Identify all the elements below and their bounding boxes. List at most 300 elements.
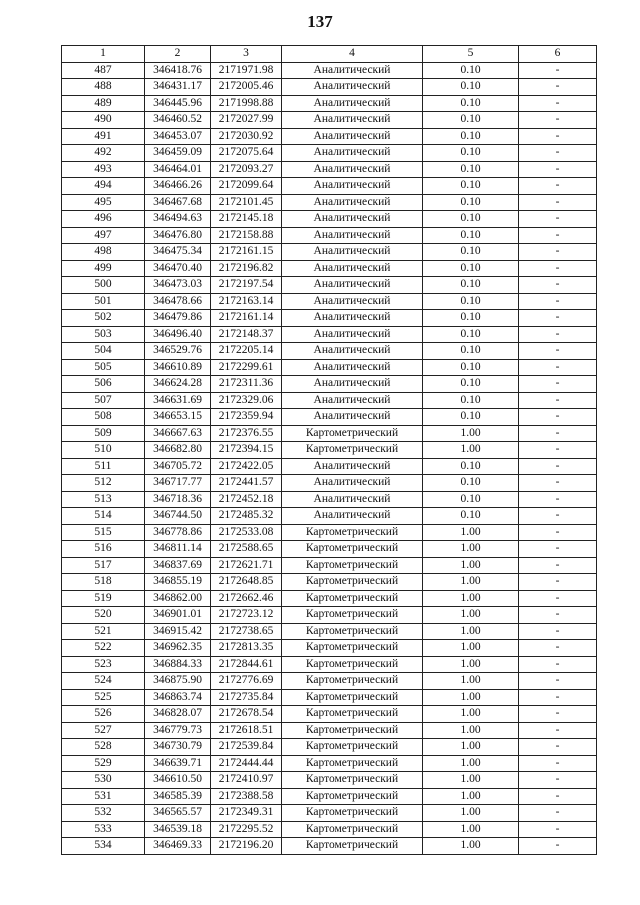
note-cell: - [519, 425, 597, 442]
x-coordinate-cell: 346467.68 [145, 194, 211, 211]
accuracy-cell: 0.10 [423, 326, 519, 343]
table-row [62, 145, 597, 162]
table-row [62, 458, 597, 475]
accuracy-cell: 0.10 [423, 95, 519, 112]
point-number-cell: 528 [62, 739, 145, 756]
y-coordinate-cell: 2172533.08 [211, 524, 282, 541]
table-row [62, 772, 597, 789]
note-cell: - [519, 491, 597, 508]
y-coordinate-cell: 2172813.35 [211, 640, 282, 657]
x-coordinate-cell: 346473.03 [145, 277, 211, 294]
table-row [62, 359, 597, 376]
table-row [62, 805, 597, 822]
note-cell: - [519, 161, 597, 178]
point-number-cell: 501 [62, 293, 145, 310]
x-coordinate-cell: 346901.01 [145, 607, 211, 624]
method-cell: Аналитический [282, 260, 423, 277]
point-number-cell: 512 [62, 475, 145, 492]
y-coordinate-cell: 2172329.06 [211, 392, 282, 409]
column-header: 1 [62, 46, 145, 63]
method-cell: Картометрический [282, 838, 423, 855]
accuracy-cell: 0.10 [423, 359, 519, 376]
table-row [62, 326, 597, 343]
y-coordinate-cell: 2172621.71 [211, 557, 282, 574]
accuracy-cell: 1.00 [423, 739, 519, 756]
note-cell: - [519, 409, 597, 426]
point-number-cell: 509 [62, 425, 145, 442]
point-number-cell: 490 [62, 112, 145, 129]
x-coordinate-cell: 346418.76 [145, 62, 211, 79]
point-number-cell: 516 [62, 541, 145, 558]
point-number-cell: 510 [62, 442, 145, 459]
table-row [62, 194, 597, 211]
method-cell: Аналитический [282, 178, 423, 195]
y-coordinate-cell: 2172422.05 [211, 458, 282, 475]
accuracy-cell: 1.00 [423, 541, 519, 558]
accuracy-cell: 0.10 [423, 376, 519, 393]
y-coordinate-cell: 2172723.12 [211, 607, 282, 624]
x-coordinate-cell: 346744.50 [145, 508, 211, 525]
note-cell: - [519, 475, 597, 492]
accuracy-cell: 0.10 [423, 244, 519, 261]
table-row [62, 574, 597, 591]
point-number-cell: 529 [62, 755, 145, 772]
x-coordinate-cell: 346460.52 [145, 112, 211, 129]
x-coordinate-cell: 346863.74 [145, 689, 211, 706]
x-coordinate-cell: 346631.69 [145, 392, 211, 409]
method-cell: Картометрический [282, 442, 423, 459]
accuracy-cell: 0.10 [423, 62, 519, 79]
x-coordinate-cell: 346828.07 [145, 706, 211, 723]
table-row [62, 376, 597, 393]
x-coordinate-cell: 346470.40 [145, 260, 211, 277]
table-row [62, 112, 597, 129]
accuracy-cell: 1.00 [423, 772, 519, 789]
accuracy-cell: 0.10 [423, 343, 519, 360]
note-cell: - [519, 277, 597, 294]
note-cell: - [519, 211, 597, 228]
column-header: 2 [145, 46, 211, 63]
method-cell: Аналитический [282, 161, 423, 178]
note-cell: - [519, 194, 597, 211]
accuracy-cell: 1.00 [423, 673, 519, 690]
table-row [62, 706, 597, 723]
table-row [62, 557, 597, 574]
accuracy-cell: 0.10 [423, 508, 519, 525]
x-coordinate-cell: 346431.17 [145, 79, 211, 96]
note-cell: - [519, 260, 597, 277]
point-number-cell: 487 [62, 62, 145, 79]
method-cell: Картометрический [282, 574, 423, 591]
x-coordinate-cell: 346445.96 [145, 95, 211, 112]
method-cell: Аналитический [282, 128, 423, 145]
note-cell: - [519, 607, 597, 624]
accuracy-cell: 1.00 [423, 623, 519, 640]
x-coordinate-cell: 346529.76 [145, 343, 211, 360]
note-cell: - [519, 145, 597, 162]
method-cell: Аналитический [282, 79, 423, 96]
accuracy-cell: 0.10 [423, 475, 519, 492]
table-row [62, 491, 597, 508]
method-cell: Картометрический [282, 524, 423, 541]
table-row [62, 722, 597, 739]
y-coordinate-cell: 2172030.92 [211, 128, 282, 145]
note-cell: - [519, 458, 597, 475]
column-header: 3 [211, 46, 282, 63]
y-coordinate-cell: 2172027.99 [211, 112, 282, 129]
x-coordinate-cell: 346778.86 [145, 524, 211, 541]
method-cell: Аналитический [282, 326, 423, 343]
x-coordinate-cell: 346494.63 [145, 211, 211, 228]
method-cell: Аналитический [282, 62, 423, 79]
y-coordinate-cell: 2171971.98 [211, 62, 282, 79]
table-row [62, 524, 597, 541]
table-row [62, 689, 597, 706]
table-row [62, 739, 597, 756]
method-cell: Аналитический [282, 277, 423, 294]
point-number-cell: 521 [62, 623, 145, 640]
note-cell: - [519, 805, 597, 822]
point-number-cell: 527 [62, 722, 145, 739]
point-number-cell: 513 [62, 491, 145, 508]
point-number-cell: 524 [62, 673, 145, 690]
x-coordinate-cell: 346479.86 [145, 310, 211, 327]
accuracy-cell: 1.00 [423, 640, 519, 657]
x-coordinate-cell: 346610.50 [145, 772, 211, 789]
point-number-cell: 491 [62, 128, 145, 145]
accuracy-cell: 1.00 [423, 805, 519, 822]
table-row [62, 227, 597, 244]
x-coordinate-cell: 346539.18 [145, 821, 211, 838]
method-cell: Аналитический [282, 491, 423, 508]
point-number-cell: 530 [62, 772, 145, 789]
y-coordinate-cell: 2172441.57 [211, 475, 282, 492]
column-header: 6 [519, 46, 597, 63]
accuracy-cell: 1.00 [423, 755, 519, 772]
accuracy-cell: 0.10 [423, 112, 519, 129]
method-cell: Картометрический [282, 739, 423, 756]
y-coordinate-cell: 2172485.32 [211, 508, 282, 525]
y-coordinate-cell: 2172735.84 [211, 689, 282, 706]
table-row [62, 425, 597, 442]
note-cell: - [519, 739, 597, 756]
y-coordinate-cell: 2172099.64 [211, 178, 282, 195]
x-coordinate-cell: 346682.80 [145, 442, 211, 459]
x-coordinate-cell: 346475.34 [145, 244, 211, 261]
table-row [62, 343, 597, 360]
method-cell: Аналитический [282, 508, 423, 525]
point-number-cell: 499 [62, 260, 145, 277]
x-coordinate-cell: 346915.42 [145, 623, 211, 640]
accuracy-cell: 0.10 [423, 310, 519, 327]
method-cell: Аналитический [282, 343, 423, 360]
point-number-cell: 502 [62, 310, 145, 327]
table-row [62, 508, 597, 525]
method-cell: Картометрический [282, 821, 423, 838]
y-coordinate-cell: 2172161.14 [211, 310, 282, 327]
point-number-cell: 534 [62, 838, 145, 855]
accuracy-cell: 1.00 [423, 706, 519, 723]
accuracy-cell: 1.00 [423, 574, 519, 591]
point-number-cell: 489 [62, 95, 145, 112]
note-cell: - [519, 62, 597, 79]
y-coordinate-cell: 2172776.69 [211, 673, 282, 690]
y-coordinate-cell: 2172145.18 [211, 211, 282, 228]
x-coordinate-cell: 346705.72 [145, 458, 211, 475]
point-number-cell: 493 [62, 161, 145, 178]
note-cell: - [519, 838, 597, 855]
table-row [62, 392, 597, 409]
method-cell: Картометрический [282, 722, 423, 739]
table-row [62, 128, 597, 145]
x-coordinate-cell: 346459.09 [145, 145, 211, 162]
note-cell: - [519, 623, 597, 640]
point-number-cell: 525 [62, 689, 145, 706]
point-number-cell: 511 [62, 458, 145, 475]
table-row [62, 409, 597, 426]
note-cell: - [519, 590, 597, 607]
accuracy-cell: 1.00 [423, 788, 519, 805]
point-number-cell: 526 [62, 706, 145, 723]
y-coordinate-cell: 2172410.97 [211, 772, 282, 789]
x-coordinate-cell: 346884.33 [145, 656, 211, 673]
table-row [62, 79, 597, 96]
method-cell: Аналитический [282, 145, 423, 162]
method-cell: Картометрический [282, 772, 423, 789]
method-cell: Аналитический [282, 227, 423, 244]
coordinates-table [61, 45, 597, 855]
y-coordinate-cell: 2172205.14 [211, 343, 282, 360]
method-cell: Аналитический [282, 392, 423, 409]
x-coordinate-cell: 346585.39 [145, 788, 211, 805]
accuracy-cell: 0.10 [423, 277, 519, 294]
accuracy-cell: 1.00 [423, 442, 519, 459]
method-cell: Картометрический [282, 541, 423, 558]
table-row [62, 293, 597, 310]
accuracy-cell: 0.10 [423, 227, 519, 244]
point-number-cell: 523 [62, 656, 145, 673]
method-cell: Аналитический [282, 211, 423, 228]
method-cell: Картометрический [282, 805, 423, 822]
note-cell: - [519, 788, 597, 805]
x-coordinate-cell: 346962.35 [145, 640, 211, 657]
table-row [62, 788, 597, 805]
note-cell: - [519, 541, 597, 558]
y-coordinate-cell: 2172311.36 [211, 376, 282, 393]
point-number-cell: 498 [62, 244, 145, 261]
note-cell: - [519, 392, 597, 409]
note-cell: - [519, 673, 597, 690]
y-coordinate-cell: 2172452.18 [211, 491, 282, 508]
y-coordinate-cell: 2172394.15 [211, 442, 282, 459]
note-cell: - [519, 293, 597, 310]
x-coordinate-cell: 346464.01 [145, 161, 211, 178]
table-row [62, 673, 597, 690]
y-coordinate-cell: 2171998.88 [211, 95, 282, 112]
accuracy-cell: 0.10 [423, 211, 519, 228]
note-cell: - [519, 343, 597, 360]
method-cell: Картометрический [282, 755, 423, 772]
method-cell: Картометрический [282, 673, 423, 690]
note-cell: - [519, 574, 597, 591]
note-cell: - [519, 508, 597, 525]
table-row [62, 640, 597, 657]
accuracy-cell: 0.10 [423, 260, 519, 277]
page-number: 137 [307, 12, 333, 31]
note-cell: - [519, 442, 597, 459]
method-cell: Картометрический [282, 557, 423, 574]
point-number-cell: 504 [62, 343, 145, 360]
y-coordinate-cell: 2172844.61 [211, 656, 282, 673]
note-cell: - [519, 326, 597, 343]
point-number-cell: 507 [62, 392, 145, 409]
table-row [62, 821, 597, 838]
accuracy-cell: 0.10 [423, 161, 519, 178]
point-number-cell: 503 [62, 326, 145, 343]
accuracy-cell: 0.10 [423, 128, 519, 145]
method-cell: Картометрический [282, 590, 423, 607]
y-coordinate-cell: 2172093.27 [211, 161, 282, 178]
table-row [62, 590, 597, 607]
accuracy-cell: 0.10 [423, 458, 519, 475]
table-row [62, 442, 597, 459]
accuracy-cell: 1.00 [423, 590, 519, 607]
method-cell: Аналитический [282, 112, 423, 129]
x-coordinate-cell: 346624.28 [145, 376, 211, 393]
y-coordinate-cell: 2172148.37 [211, 326, 282, 343]
accuracy-cell: 0.10 [423, 409, 519, 426]
method-cell: Картометрический [282, 607, 423, 624]
point-number-cell: 531 [62, 788, 145, 805]
column-header: 4 [282, 46, 423, 63]
point-number-cell: 522 [62, 640, 145, 657]
table-row [62, 244, 597, 261]
accuracy-cell: 1.00 [423, 838, 519, 855]
table-row [62, 607, 597, 624]
y-coordinate-cell: 2172196.20 [211, 838, 282, 855]
table-row [62, 475, 597, 492]
x-coordinate-cell: 346730.79 [145, 739, 211, 756]
method-cell: Картометрический [282, 623, 423, 640]
note-cell: - [519, 112, 597, 129]
y-coordinate-cell: 2172101.45 [211, 194, 282, 211]
accuracy-cell: 1.00 [423, 557, 519, 574]
method-cell: Аналитический [282, 194, 423, 211]
point-number-cell: 532 [62, 805, 145, 822]
y-coordinate-cell: 2172359.94 [211, 409, 282, 426]
y-coordinate-cell: 2172161.15 [211, 244, 282, 261]
y-coordinate-cell: 2172738.65 [211, 623, 282, 640]
y-coordinate-cell: 2172388.58 [211, 788, 282, 805]
point-number-cell: 508 [62, 409, 145, 426]
note-cell: - [519, 178, 597, 195]
table-row [62, 541, 597, 558]
point-number-cell: 492 [62, 145, 145, 162]
y-coordinate-cell: 2172299.61 [211, 359, 282, 376]
accuracy-cell: 1.00 [423, 524, 519, 541]
column-header: 5 [423, 46, 519, 63]
table-row [62, 178, 597, 195]
y-coordinate-cell: 2172618.51 [211, 722, 282, 739]
x-coordinate-cell: 346496.40 [145, 326, 211, 343]
method-cell: Картометрический [282, 656, 423, 673]
point-number-cell: 518 [62, 574, 145, 591]
method-cell: Аналитический [282, 310, 423, 327]
method-cell: Аналитический [282, 95, 423, 112]
point-number-cell: 514 [62, 508, 145, 525]
table-body [62, 62, 597, 854]
point-number-cell: 533 [62, 821, 145, 838]
x-coordinate-cell: 346653.15 [145, 409, 211, 426]
method-cell: Аналитический [282, 293, 423, 310]
table-row [62, 161, 597, 178]
method-cell: Картометрический [282, 788, 423, 805]
table-row [62, 95, 597, 112]
note-cell: - [519, 722, 597, 739]
note-cell: - [519, 755, 597, 772]
note-cell: - [519, 689, 597, 706]
x-coordinate-cell: 346855.19 [145, 574, 211, 591]
accuracy-cell: 1.00 [423, 821, 519, 838]
table-row [62, 755, 597, 772]
x-coordinate-cell: 346466.26 [145, 178, 211, 195]
x-coordinate-cell: 346476.80 [145, 227, 211, 244]
y-coordinate-cell: 2172648.85 [211, 574, 282, 591]
accuracy-cell: 0.10 [423, 293, 519, 310]
x-coordinate-cell: 346639.71 [145, 755, 211, 772]
method-cell: Аналитический [282, 376, 423, 393]
note-cell: - [519, 359, 597, 376]
method-cell: Аналитический [282, 475, 423, 492]
note-cell: - [519, 244, 597, 261]
x-coordinate-cell: 346837.69 [145, 557, 211, 574]
method-cell: Картометрический [282, 640, 423, 657]
note-cell: - [519, 656, 597, 673]
table-row [62, 211, 597, 228]
point-number-cell: 519 [62, 590, 145, 607]
y-coordinate-cell: 2172005.46 [211, 79, 282, 96]
y-coordinate-cell: 2172376.55 [211, 425, 282, 442]
x-coordinate-cell: 346667.63 [145, 425, 211, 442]
method-cell: Аналитический [282, 458, 423, 475]
y-coordinate-cell: 2172295.52 [211, 821, 282, 838]
point-number-cell: 497 [62, 227, 145, 244]
y-coordinate-cell: 2172075.64 [211, 145, 282, 162]
note-cell: - [519, 821, 597, 838]
point-number-cell: 488 [62, 79, 145, 96]
accuracy-cell: 1.00 [423, 425, 519, 442]
note-cell: - [519, 227, 597, 244]
table-row [62, 260, 597, 277]
accuracy-cell: 0.10 [423, 392, 519, 409]
method-cell: Аналитический [282, 244, 423, 261]
table-header-row [62, 46, 597, 63]
accuracy-cell: 1.00 [423, 722, 519, 739]
note-cell: - [519, 640, 597, 657]
note-cell: - [519, 376, 597, 393]
accuracy-cell: 1.00 [423, 607, 519, 624]
table-row [62, 277, 597, 294]
y-coordinate-cell: 2172158.88 [211, 227, 282, 244]
accuracy-cell: 0.10 [423, 79, 519, 96]
table-row [62, 623, 597, 640]
accuracy-cell: 1.00 [423, 689, 519, 706]
x-coordinate-cell: 346779.73 [145, 722, 211, 739]
table-row [62, 310, 597, 327]
x-coordinate-cell: 346469.33 [145, 838, 211, 855]
y-coordinate-cell: 2172444.44 [211, 755, 282, 772]
y-coordinate-cell: 2172588.65 [211, 541, 282, 558]
